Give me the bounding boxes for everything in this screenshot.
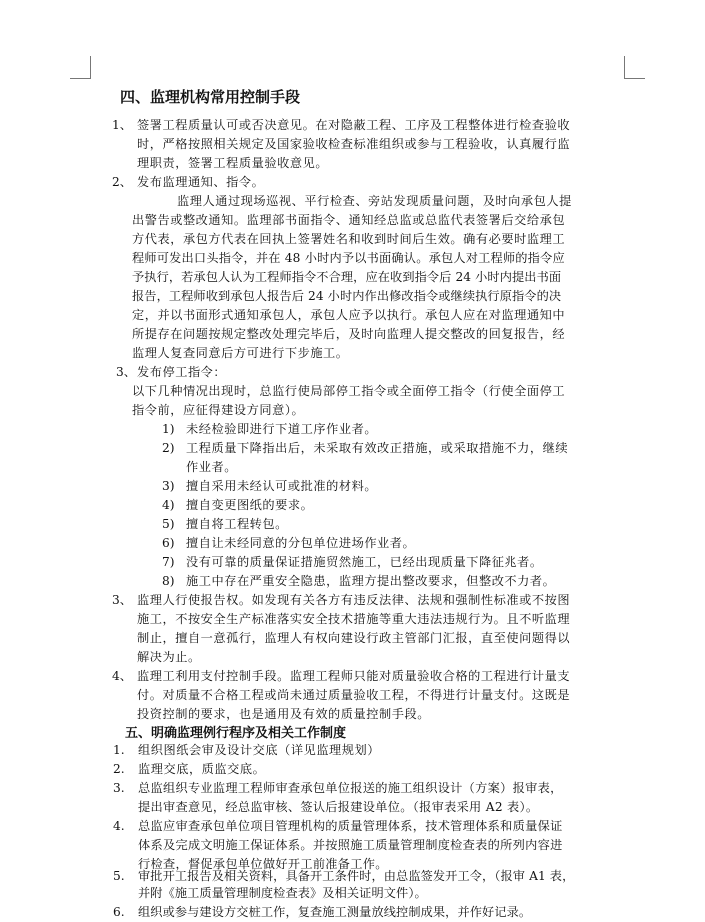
item-2-title: 发布监理通知、指令。 <box>137 175 265 189</box>
item-4-line: 付。对质量不合格工程或尚未通过质量验收工程，不得进行计量支付。这既是 <box>137 688 571 702</box>
stop-condition-text: 擅自让未经同意的分包单位进场作业者。 <box>186 536 416 550</box>
item-3b-line: 施工，不按安全生产标准落实安全技术措施等重大违法违规行为。且不听监理 <box>137 612 571 626</box>
section-5-item-text: 组织或参与建设方交桩工作，复查施工测量放线控制成果，并作好记录。 <box>138 905 532 919</box>
item-3b-line: 解决为止。 <box>137 650 201 664</box>
stop-condition-number: 8) <box>162 574 175 588</box>
item-3b-line: 制止，擅自一意孤行，监理人有权向建设行政主管部门汇报，直至使问题得以 <box>137 631 571 645</box>
item-3a-title: 发布停工指令： <box>137 365 227 379</box>
item-2-marker: 2、 <box>112 175 132 189</box>
item-1-marker: 1、 <box>112 118 132 132</box>
section-5-item-text: 体系及完成文明施工保证体系。并按照施工质量管理制度检查表的所列内容进 <box>138 838 563 852</box>
stop-condition-number: 5) <box>162 517 175 531</box>
section-5-item-text: 监理交底，质监交底。 <box>138 762 266 776</box>
item-2-line: 监理人通过现场巡视、平行检查、旁站发现质量问题，及时向承包人提 <box>177 194 572 208</box>
crop-mark-top-left <box>70 56 91 79</box>
item-2-line: 所提存在问题按规定整改处理完毕后，及时向监理人提交整改的回复报告，经 <box>132 327 566 341</box>
item-2-line: 方代表，承包方代表在回执上签署姓名和收到时间后生效。确有必要时监理工 <box>132 232 566 246</box>
item-3b-marker: 3、 <box>112 593 132 607</box>
stop-condition-text: 作业者。 <box>186 460 237 474</box>
crop-mark-top-right <box>624 56 645 79</box>
stop-condition-number: 6) <box>162 536 175 550</box>
item-3a-marker: 3、 <box>116 365 136 379</box>
item-3b-line: 监理人行使报告权。如发现有关各方有违反法律、法规和强制性标准或不按图 <box>137 593 571 607</box>
item-3a-intro: 指令前，应征得建设方同意）。 <box>132 403 305 417</box>
stop-condition-text: 工程质量下降指出后，未采取有效改正措施，或采取措施不力，继续 <box>186 441 569 455</box>
item-1-line: 时，严格按照相关规定及国家验收检查标准组织或参与工程验收，认真履行监 <box>137 137 571 151</box>
section-5-item-text: 审批开工报告及相关资料，具备开工条件时，由总监签发开工令，（报审 A1 表， <box>138 869 575 883</box>
item-4-line: 投资控制的要求，也是通用及有效的质量控制手段。 <box>137 707 430 721</box>
stop-condition-text: 擅自采用未经认可或批准的材料。 <box>186 479 378 493</box>
section-4-heading: 四、监理机构常用控制手段 <box>120 88 301 106</box>
stop-condition-text: 没有可靠的质量保证措施贸然施工，已经出现质量下降征兆者。 <box>186 555 543 569</box>
section-5-item-text: 总监应审查承包单位项目管理机构的质量管理体系，技术管理体系和质量保证 <box>138 819 563 833</box>
item-2-line: 出警告或整改通知。监理部书面指令、通知经总监或总监代表签署后交给承包 <box>132 213 566 227</box>
section-5-item-text: 行检查，督促承包单位做好开工前准备工作。 <box>138 857 388 871</box>
section-5-item-number: 2. <box>113 762 125 776</box>
stop-condition-number: 1) <box>162 422 175 436</box>
item-2-line: 程师可发出口头指令，并在 48 小时内予以书面确认。承包人对工程师的指令应 <box>132 251 565 265</box>
item-4-marker: 4、 <box>112 669 132 683</box>
stop-condition-number: 7) <box>162 555 175 569</box>
item-1-line: 理职责，签署工程质量验收意见。 <box>137 156 329 170</box>
item-2-line: 报告，工程师收到承包人报告后 24 小时内作出修改指令或继续执行原指令的决 <box>132 289 562 303</box>
section-5-item-number: 6. <box>113 905 125 919</box>
section-5-item-number: 1. <box>113 743 125 757</box>
section-5-heading: 五、明确监理例行程序及相关工作制度 <box>125 726 347 741</box>
stop-condition-text: 擅自将工程转包。 <box>186 517 288 531</box>
stop-condition-number: 3) <box>162 479 175 493</box>
section-5-item-text: 提出审查意见，经总监审核、签认后报建设单位。（报审表采用 A2 表）。 <box>138 800 539 814</box>
section-5-item-number: 5. <box>113 869 125 883</box>
stop-condition-text: 擅自变更图纸的要求。 <box>186 498 314 512</box>
stop-condition-number: 2) <box>162 441 175 455</box>
section-5-item-text: 组织图纸会审及设计交底（详见监理规划） <box>138 743 381 757</box>
section-5-item-number: 3. <box>113 781 125 795</box>
stop-condition-number: 4) <box>162 498 175 512</box>
item-2-line: 监理人复查同意后方可进行下步施工。 <box>132 346 349 360</box>
section-5-item-number: 4. <box>113 819 125 833</box>
stop-condition-text: 未经检验即进行下道工序作业者。 <box>186 422 378 436</box>
item-4-line: 监理工利用支付控制手段。监理工程师只能对质量验收合格的工程进行计量支 <box>137 669 571 683</box>
item-3a-intro: 以下几种情况出现时，总监行使局部停工指令或全面停工指令（行使全面停工 <box>132 384 566 398</box>
section-5-item-text: 并附《施工质量管理制度检查表》及相关证明文件）。 <box>138 886 427 900</box>
item-1-line: 签署工程质量认可或否决意见。在对隐蔽工程、工序及工程整体进行检查验收 <box>137 118 571 132</box>
item-2-line: 定，并以书面形式通知承包人，承包人应予以执行。承包人应在对监理通知中 <box>132 308 566 322</box>
section-5-item-text: 总监组织专业监理工程师审查承包单位报送的施工组织设计（方案）报审表， <box>138 781 563 795</box>
stop-condition-text: 施工中存在严重安全隐患，监理方提出整改要求，但整改不力者。 <box>186 574 556 588</box>
item-2-line: 予执行，若承包人认为工程师指令不合理，应在收到指令后 24 小时内提出书面 <box>132 270 562 284</box>
